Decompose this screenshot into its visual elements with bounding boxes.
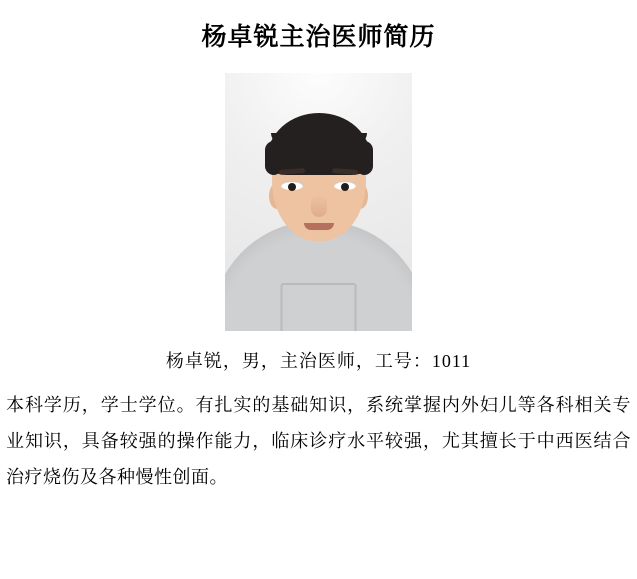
pupil-right-shape [341, 183, 349, 191]
photo-caption: 杨卓锐，男，主治医师，工号：1011 [165, 350, 472, 371]
resume-body-text: 本科学历，学士学位。有扎实的基础知识，系统掌握内外妇儿等各科相关专业知识，具备较强的操作能力，临床诊疗水平较强，尤其擅长于中西医结合治疗烧伤及各种慢性创面。 [6, 394, 631, 487]
page-title: 杨卓锐主治医师简历 [201, 24, 436, 51]
nose-shape [311, 195, 327, 217]
mouth-shape [304, 223, 334, 230]
pupil-left-shape [288, 183, 296, 191]
doctor-portrait-photo [225, 73, 412, 331]
portrait-container [0, 73, 637, 331]
document-page [0, 22, 637, 579]
